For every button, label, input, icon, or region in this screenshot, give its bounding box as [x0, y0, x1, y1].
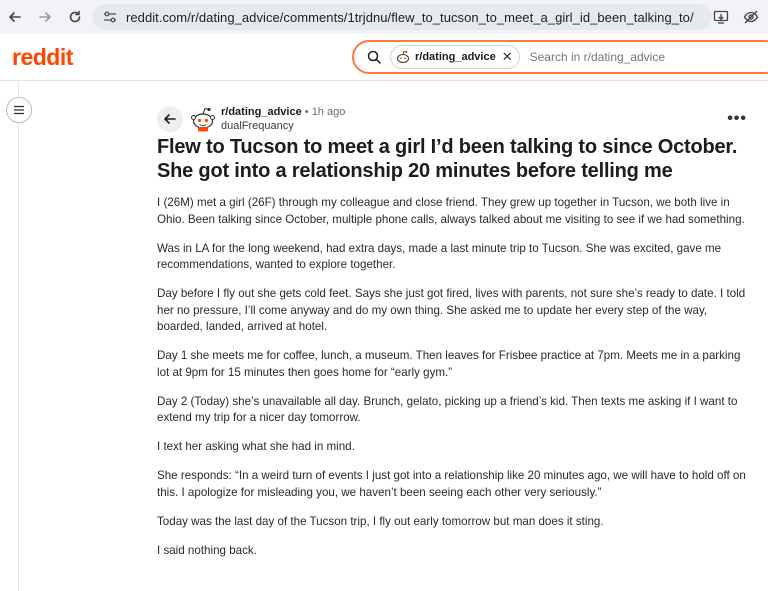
subreddit-search-chip[interactable]: [390, 45, 520, 69]
author-link[interactable]: dualFrequancy: [221, 120, 294, 132]
subreddit-link[interactable]: r/dating_advice: [221, 106, 302, 118]
post-paragraph: Day 1 she meets me for coffee, lunch, a museum. Then leaves for Frisbee practice at 7pm. Meets me in a parking lot at 9pm for 15 minutes then goes home for “early gym.”: [157, 349, 741, 379]
reddit-header: [0, 34, 768, 81]
post-paragraph: I said nothing back.: [157, 543, 257, 557]
post-paragraph: Day 2 (Today) she’s unavailable all day. Brunch, gelato, picking up a friend’s kid. Then texts me asking if I want to extend my trip for a nicer day tomorrow.: [157, 394, 738, 424]
browser-toolbar: [0, 0, 768, 34]
post-paragraph: I (26M) met a girl (26F) through my colleague and close friend. They grew up together in Tucson, we both live in Ohio. Been talking since October, multiple phone calls, always talked about me visiting to see if we had something.: [157, 196, 745, 226]
site-settings-icon[interactable]: [102, 9, 118, 25]
install-app-icon[interactable]: [712, 8, 730, 26]
post-paragraph: Day before I fly out she gets cold feet. Says she just got fired, lives with parents, not sure she’s ready to date. I told her no pressure, I’ll come anyway and do my own thing. She asked me to update her every step of the way, boarded, landed, arrived at hotel.: [157, 287, 746, 333]
search-icon: [366, 49, 382, 65]
meta-separator: •: [304, 106, 312, 118]
subreddit-line: [221, 106, 345, 118]
post-meta: [157, 104, 757, 134]
more-options-icon[interactable]: •••: [727, 110, 747, 127]
url-text: reddit.com/r/dating_advice/comments/1trjdnu/flew_to_tucson_to_meet_a_girl_id_been_talking_to/: [126, 9, 694, 25]
menu-toggle-button[interactable]: [6, 97, 32, 123]
subreddit-avatar[interactable]: [189, 104, 217, 132]
post-body: [157, 195, 753, 572]
search-chip-label: r/dating_advice: [415, 51, 496, 63]
back-button[interactable]: [157, 106, 183, 132]
post-title: Flew to Tucson to meet a girl I’d been talking to since October. She got into a relationship 20 minutes before telling me: [157, 136, 738, 182]
post-paragraph: Today was the last day of the Tucson trip, I fly out early tomorrow but man does it sting.: [157, 514, 604, 528]
reddit-logo[interactable]: reddit: [12, 44, 73, 70]
browser-forward-icon[interactable]: [34, 6, 56, 28]
clear-chip-icon[interactable]: ✕: [501, 49, 513, 64]
arrow-left-icon: [163, 112, 177, 126]
browser-reload-icon[interactable]: [64, 6, 86, 28]
left-rail: [0, 81, 19, 591]
post-paragraph: I text her asking what she had in mind.: [157, 440, 355, 453]
post-time: 1h ago: [311, 106, 346, 118]
post-paragraph: She responds: “In a weird turn of events I just got into a relationship like 20 minutes ago, we will have to hold off on this. I apologize for misleading you, we haven’t been seeing each other very seriously.”: [157, 469, 746, 499]
subreddit-snoo-icon: [395, 49, 411, 65]
browser-back-icon[interactable]: [4, 6, 26, 28]
post-paragraph: Was in LA for the long weekend, had extra days, made a last minute trip to Tucson. She was excited, gave me recommendations, wanted to explore together.: [157, 241, 722, 271]
address-bar[interactable]: [92, 4, 712, 30]
search-input[interactable]: Search in r/dating_advice: [529, 50, 666, 64]
hamburger-icon: [13, 105, 25, 115]
search-bar[interactable]: [352, 40, 768, 74]
tracking-blocked-icon[interactable]: [742, 8, 760, 26]
